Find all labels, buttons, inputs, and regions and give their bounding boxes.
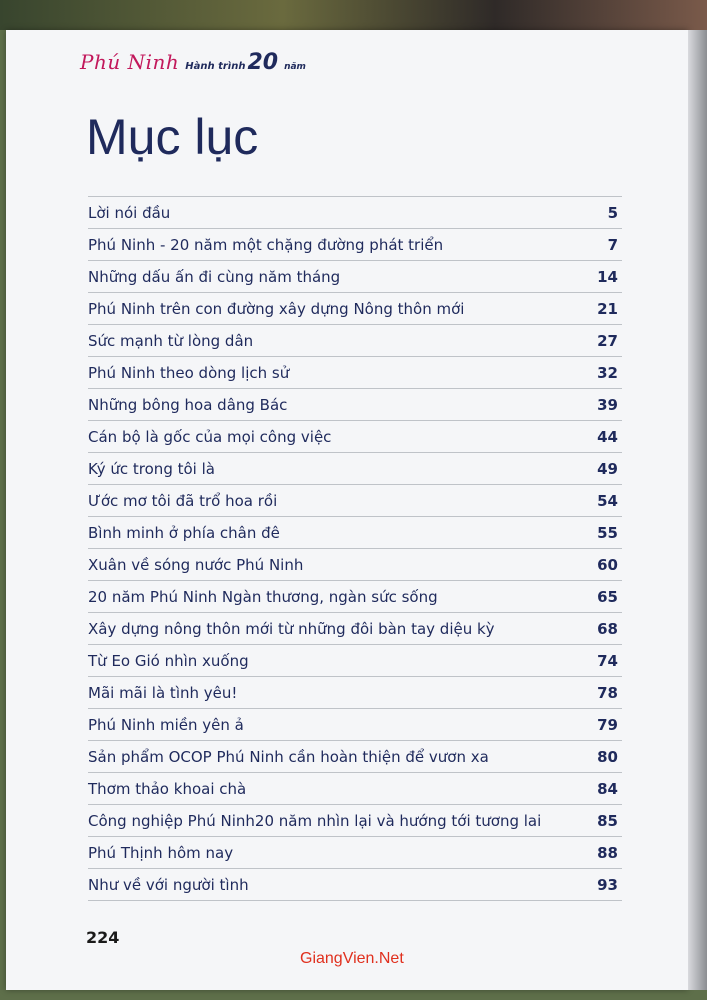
page-title: Mục lục — [86, 109, 259, 165]
toc-page-number: 54 — [597, 492, 618, 510]
toc-label: Những dấu ấn đi cùng năm tháng — [88, 268, 341, 286]
brand-unit: năm — [284, 62, 306, 72]
toc-page-number: 65 — [597, 588, 618, 606]
toc-page-number: 55 — [597, 524, 618, 542]
brand-subtitle: Hành trình — [185, 61, 246, 72]
toc-row — [88, 805, 622, 837]
toc-row — [88, 773, 622, 805]
toc-label: Ước mơ tôi đã trổ hoa rồi — [88, 492, 278, 510]
toc-row — [88, 485, 622, 517]
toc-label: Phú Ninh theo dòng lịch sử — [88, 364, 290, 382]
table-of-contents — [88, 196, 622, 901]
toc-page-number: 79 — [597, 716, 618, 734]
toc-row — [88, 389, 622, 421]
toc-row — [88, 453, 622, 485]
toc-label: Xây dựng nông thôn mới từ những đôi bàn tay diệu kỳ — [88, 620, 495, 638]
toc-label: 20 năm Phú Ninh Ngàn thương, ngàn sức sống — [88, 588, 438, 606]
toc-row — [88, 421, 622, 453]
toc-row — [88, 229, 622, 261]
toc-label: Sản phẩm OCOP Phú Ninh cần hoàn thiện để vươn xa — [88, 748, 489, 766]
toc-page-number: 80 — [597, 748, 618, 766]
toc-page-number: 78 — [597, 684, 618, 702]
toc-row — [88, 517, 622, 549]
toc-label: Cán bộ là gốc của mọi công việc — [88, 428, 332, 446]
toc-page-number: 27 — [597, 332, 618, 350]
toc-page-number: 68 — [597, 620, 618, 638]
toc-label: Ký ức trong tôi là — [88, 460, 215, 478]
toc-row — [88, 837, 622, 869]
toc-page-number: 84 — [597, 780, 618, 798]
toc-label: Phú Ninh trên con đường xây dựng Nông thôn mới — [88, 300, 465, 318]
toc-label: Xuân về sóng nước Phú Ninh — [88, 556, 304, 574]
toc-page-number: 74 — [597, 652, 618, 670]
toc-row — [88, 581, 622, 613]
toc-row — [88, 613, 622, 645]
toc-label: Bình minh ở phía chân đê — [88, 524, 280, 542]
toc-page-number: 14 — [597, 268, 618, 286]
toc-label: Những bông hoa dâng Bác — [88, 396, 288, 414]
toc-row — [88, 357, 622, 389]
toc-row — [88, 709, 622, 741]
toc-label: Như về với người tình — [88, 876, 249, 894]
toc-row — [88, 197, 622, 229]
toc-page-number: 44 — [597, 428, 618, 446]
page-edge — [688, 30, 707, 990]
toc-row — [88, 677, 622, 709]
toc-label: Phú Ninh miền yên ả — [88, 716, 244, 734]
header-brand — [80, 50, 306, 75]
watermark-text: GiangVien.Net — [300, 950, 404, 967]
toc-row — [88, 261, 622, 293]
toc-label: Từ Eo Gió nhìn xuống — [88, 652, 249, 670]
page-number: 224 — [86, 928, 120, 947]
toc-row — [88, 325, 622, 357]
toc-page-number: 21 — [597, 300, 618, 318]
toc-label: Mãi mãi là tình yêu! — [88, 684, 238, 702]
brand-script-logo: Phú Ninh — [80, 50, 180, 74]
toc-page-number: 5 — [607, 204, 618, 222]
toc-page-number: 93 — [597, 876, 618, 894]
toc-page-number: 60 — [597, 556, 618, 574]
toc-row — [88, 645, 622, 677]
toc-label: Công nghiệp Phú Ninh20 năm nhìn lại và hướng tới tương lai — [88, 812, 542, 830]
toc-page-number: 85 — [597, 812, 618, 830]
toc-label: Lời nói đầu — [88, 204, 171, 222]
toc-page-number: 39 — [597, 396, 618, 414]
toc-page-number: 49 — [597, 460, 618, 478]
toc-row — [88, 549, 622, 581]
toc-page-number: 88 — [597, 844, 618, 862]
toc-label: Thơm thảo khoai chà — [88, 780, 247, 798]
toc-row — [88, 741, 622, 773]
toc-label: Phú Thịnh hôm nay — [88, 844, 234, 862]
toc-page-number: 32 — [597, 364, 618, 382]
brand-number: 20 — [247, 50, 279, 75]
toc-page-number: 7 — [607, 236, 618, 254]
toc-label: Sức mạnh từ lòng dân — [88, 332, 254, 350]
toc-label: Phú Ninh - 20 năm một chặng đường phát triển — [88, 236, 444, 254]
toc-row — [88, 869, 622, 901]
toc-row — [88, 293, 622, 325]
background-top-strip — [0, 0, 707, 30]
